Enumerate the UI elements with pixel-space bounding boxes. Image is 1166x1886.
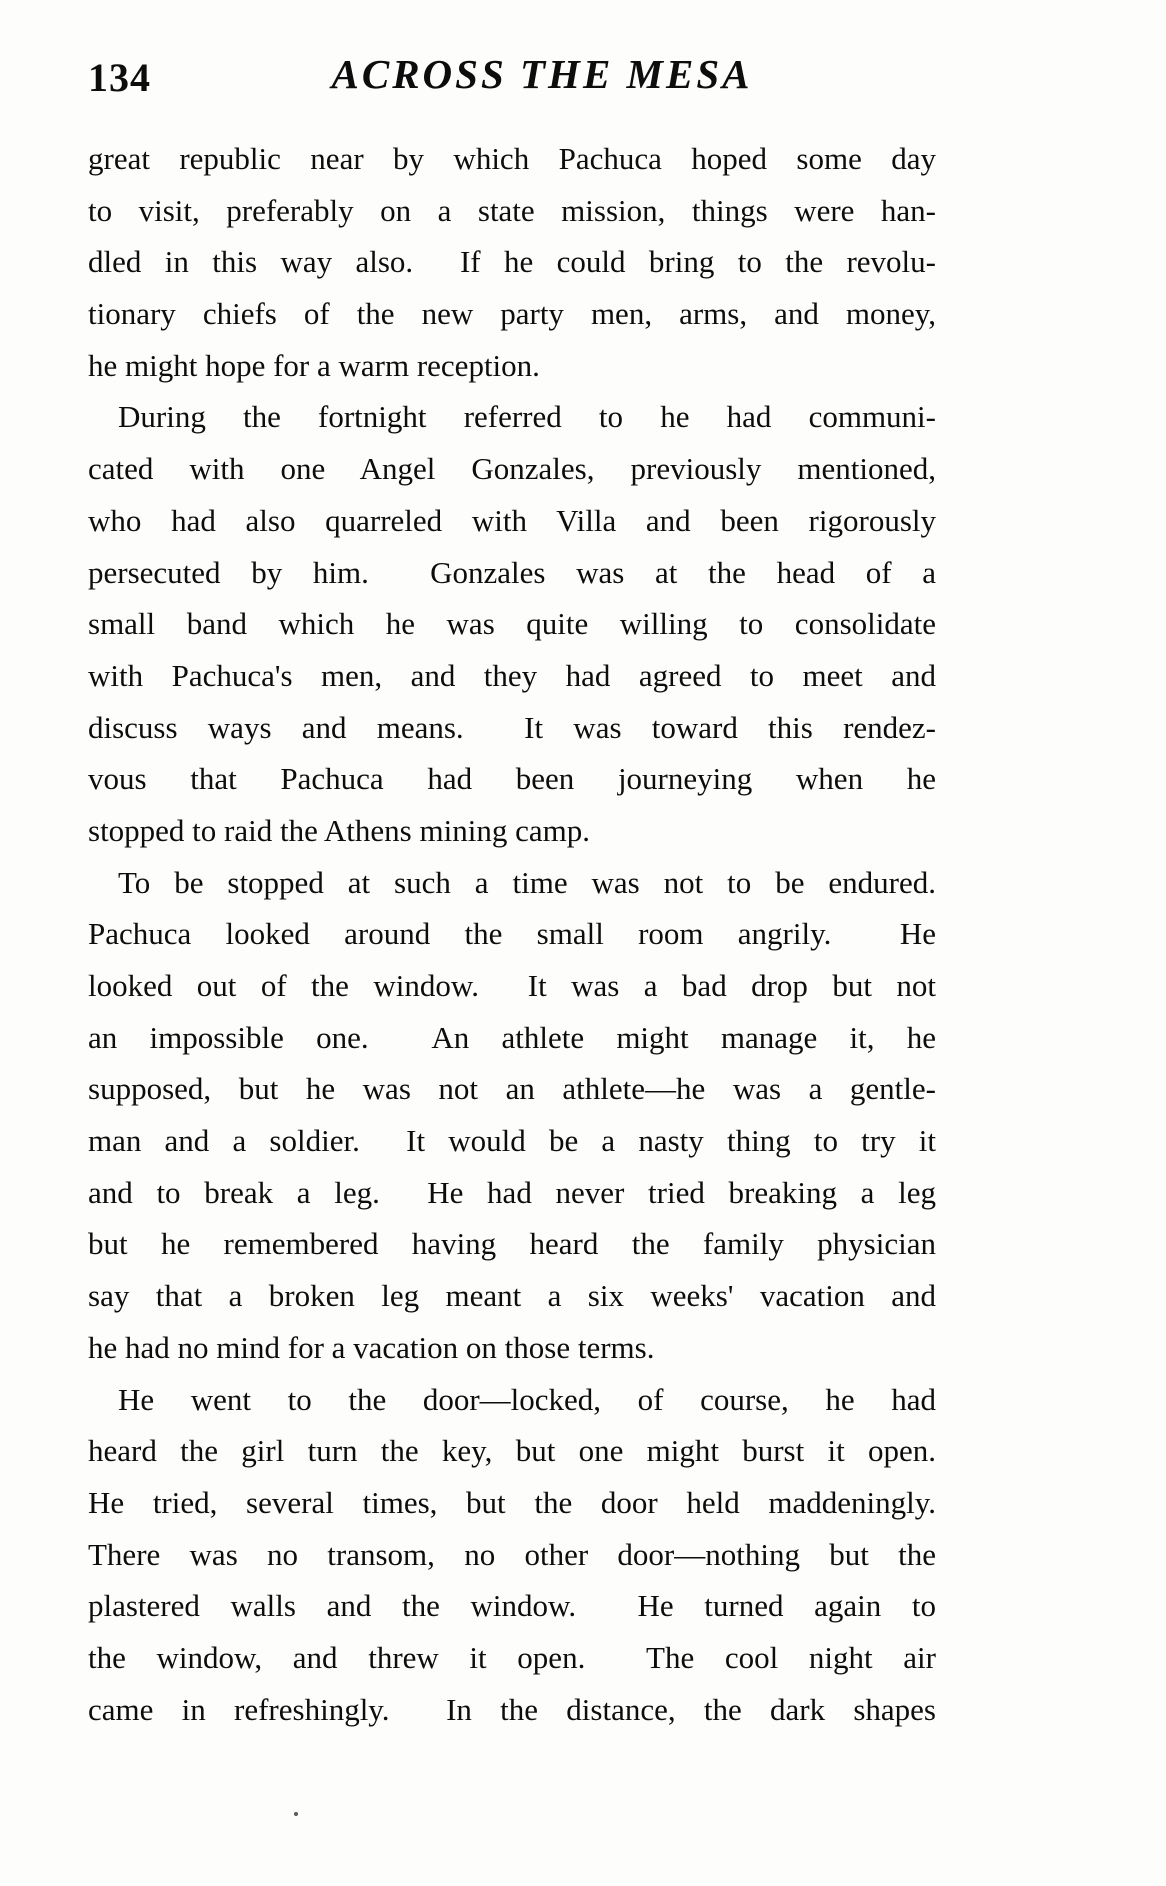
scan-speck: [294, 1812, 298, 1816]
body-text: [88, 133, 936, 1735]
text-line: plastered walls and the window. He turned again to: [88, 1588, 936, 1624]
text-line: he might hope for a warm reception.: [88, 347, 540, 383]
text-line: the window, and threw it open. The cool night air: [88, 1639, 936, 1675]
text-line: He tried, several times, but the door held maddeningly.: [88, 1484, 936, 1520]
running-title: ACROSS THE MESA: [331, 51, 753, 97]
text-line: but he remembered having heard the family physician: [88, 1226, 936, 1262]
text-line: man and a soldier. It would be a nasty thing to try it: [88, 1123, 936, 1159]
text-line: Pachuca looked around the small room angrily. He: [88, 916, 936, 952]
text-line: persecuted by him. Gonzales was at the head of a: [88, 554, 936, 590]
text-line: came in refreshingly. In the distance, the dark shapes: [88, 1691, 936, 1727]
text-line: say that a broken leg meant a six weeks' vacation and: [88, 1278, 936, 1314]
page-header: [88, 50, 936, 110]
text-line: dled in this way also. If he could bring to the revolu-: [88, 244, 936, 280]
text-line: looked out of the window. It was a bad drop but not: [88, 968, 936, 1003]
text-line: discuss ways and means. It was toward this rendez-: [88, 709, 936, 745]
text-line: He went to the door—locked, of course, he had: [118, 1381, 936, 1417]
text-line: an impossible one. An athlete might manage it, he: [88, 1019, 936, 1055]
text-line: During the fortnight referred to he had communi-: [118, 399, 936, 435]
text-line: supposed, but he was not an athlete—he was a gentle-: [88, 1071, 936, 1107]
text-line: who had also quarreled with Villa and been rigorously: [88, 502, 936, 538]
text-line: with Pachuca's men, and they had agreed to meet and: [88, 657, 936, 693]
text-line: heard the girl turn the key, but one might burst it open.: [88, 1433, 936, 1469]
page-number: 134: [88, 55, 151, 100]
text-line: stopped to raid the Athens mining camp.: [88, 812, 590, 848]
text-line: To be stopped at such a time was not to be endured.: [118, 864, 936, 900]
text-line: small band which he was quite willing to consolidate: [88, 606, 936, 642]
text-line: great republic near by which Pachuca hoped some day: [88, 141, 936, 176]
text-line: vous that Pachuca had been journeying when he: [88, 761, 936, 797]
text-line: he had no mind for a vacation on those terms.: [88, 1329, 655, 1365]
text-line: and to break a leg. He had never tried breaking a leg: [88, 1174, 936, 1210]
text-line: There was no transom, no other door—nothing but the: [88, 1536, 936, 1572]
text-line: tionary chiefs of the new party men, arms, and money,: [88, 296, 936, 332]
text-line: cated with one Angel Gonzales, previously mentioned,: [88, 451, 936, 487]
text-line: to visit, preferably on a state mission, things were han-: [88, 192, 936, 228]
